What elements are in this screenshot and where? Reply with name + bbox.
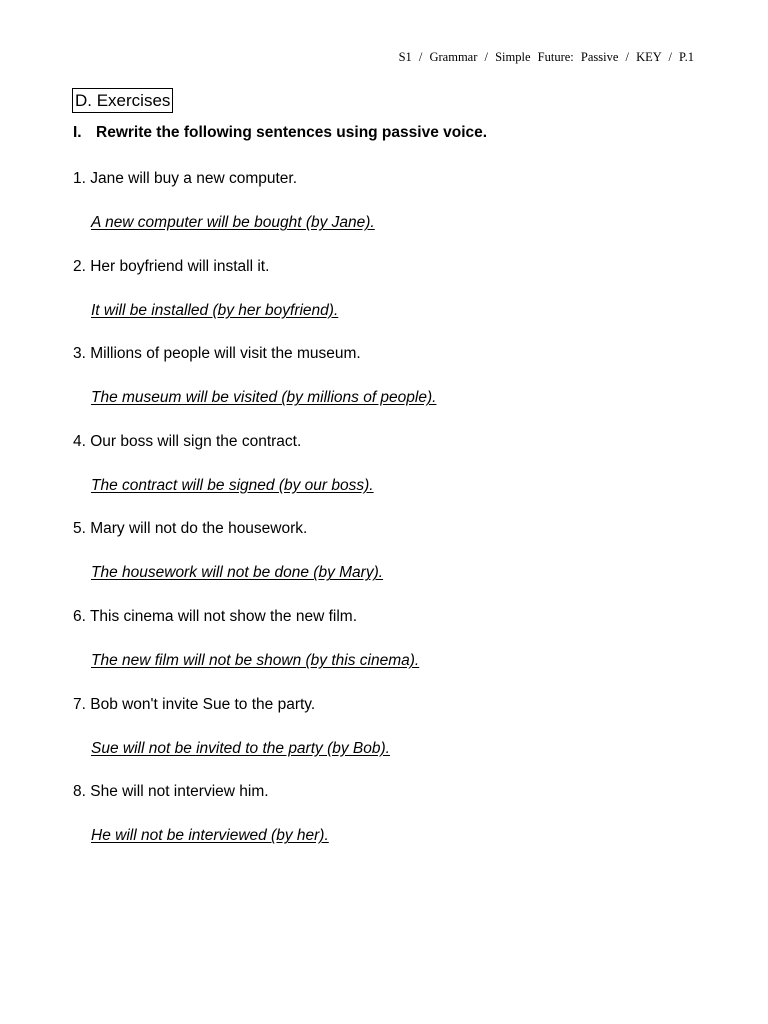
exercise-answer: The museum will be visited (by millions of people). [91,389,437,407]
exercise-question: 3. Millions of people will visit the museum. [73,345,361,363]
exercise-item [73,344,713,432]
section-title: D. Exercises [72,88,173,113]
exercise-answer: A new computer will be bought (by Jane). [91,214,375,231]
exercise-item [73,607,713,695]
exercise-item [73,169,713,257]
exercise-question: 2. Her boyfriend will install it. [73,257,270,275]
exercise-item [73,695,713,783]
exercise-list [73,169,713,870]
exercise-answer: He will not be interviewed (by her). [91,827,329,845]
exercise-item [73,432,713,520]
exercise-question: 5. Mary will not do the housework. [73,520,308,538]
exercise-answer: Sue will not be invited to the party (by Bob). [91,739,390,757]
exercise-item [73,519,713,607]
exercise-item [73,782,713,870]
exercise-question: 6. This cinema will not show the new film. [73,607,357,625]
instruction-numeral: I. [73,124,82,141]
exercise-answer: The new film will not be shown (by this cinema). [91,651,420,669]
exercise-question: 7. Bob won't invite Sue to the party. [73,695,316,713]
exercise-question: 4. Our boss will sign the contract. [73,432,302,450]
exercise-question: 1. Jane will buy a new computer. [73,170,298,187]
exercise-item [73,257,713,345]
running-head: S1 / Grammar / Simple Future: Passive / KEY / P.1 [398,50,694,64]
exercise-answer: It will be installed (by her boyfriend). [91,301,339,319]
instruction [73,124,487,142]
exercise-answer: The housework will not be done (by Mary). [91,564,384,582]
exercise-answer: The contract will be signed (by our boss). [91,476,374,494]
exercise-question: 8. She will not interview him. [73,783,269,801]
instruction-text: Rewrite the following sentences using passive voice. [96,124,488,141]
